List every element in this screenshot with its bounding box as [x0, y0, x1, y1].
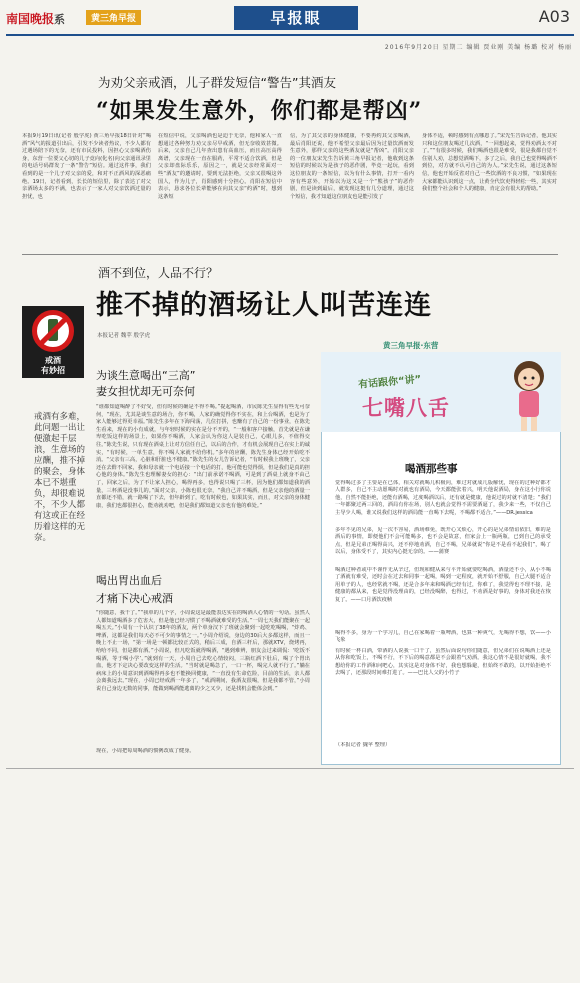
sidebar-para2: 多年不见的兄弟，见一次不容易，酒场难免，既开心又烦心，开心的是兄弟情谊依旧，难的是酒后的事情，即便他们不会可能喝多，也不会是故意，但家会上一瓶两瓶，已到自己的承受点，但是兄弟正喝得高兴，还不停地劝酒，自己不喝，兄弟就说“你是不是看不起我们”，喝了以后，身体受不了，其实内心挺无奈的。——蒲赛 — [335, 527, 551, 556]
sidebar-para4: 喝得不多，身为一个学习儿，自己在家喝着一瓶啤酒，也算一种爽气，无喝得不想，饮——小飞象 — [335, 630, 551, 644]
story2-body2: “你随意，我干了。”“我单的几个字，小周说这是最能表达实在的喝酒人心情的一句话。虽然人人都知道喝酒多了危害大，但是他已经习惯了不喝酒就难受的生活。”一周七天我们能聚在一起喝五天。”小周有一个认识了38年的酒友，两个单身汉下了班就会聚到一起吃吃喝喝，“炸鸡、啤酒，这都是我们每天必不可少的事情之一。”小周介绍说，身边的30后大多都这样，而且一晚上不止一场，“第一场是一顿都比较正式的，稍后三成，自酒三杆后，那就XTV，烧烤再，哈哈不同，但是都有酒。”小周说，但凡吃饭就得喝酒，“遇到难辨，朋友会过来调侃：‘吃饭不喝酒，等于喝小学’。”就到有一天，小周自己去吃心情较闷，三瓶红酒下肚后，喝了个胃出血，他才下定决心要改变这样的生活。“当时就是喝急了，一口一杯，喝完人就不行了。”躺在病床上的小周意识到酒喝得再多也不能换回健康，“一直没有生命危险，目前的生活，亲人都会离我远去。”现在，小周已经戒酒一年多了，“戒酒期间，我酒友很喝，但是我都不管，”小周说自己身边无数的同事，能做到喝酒能逃离的少之又少，还是找机会能体会到。” — [96, 610, 310, 692]
sidebar-title-large: 七嘴八舌 — [362, 396, 450, 420]
masthead-logo — [6, 10, 65, 27]
story2-body1: “谁都知道喝酔了不好受，但有时候的确是不得不喝。”提起喝酒，市民陈先生显得有些无可奈何，“现在，尤其是谈生意的场合，你不喝，人家的确觉得你不实在，和上台喝酒，也是为了家人能够过得更幸福。”陈先生多年在下海闯荡，几位打拼，也赚有了自己的一份事业，在陈先生看来，现在的小有成就，与年轻时候的实在是分不开的，“一般和客户接触，首先就是在谦卑吃饭这样的场景上，如果你不喝酒，人家会认为你这人是装自己，心眼儿多，不值得交往。”陈先生说，只有现在酒桌上让对方信任自己，以后的合作，才有机会展现自己在实上的诚实，“有时候，一单生意，你不喝人家就不给你机。”多年的应酬，陈先生身体已经开始吃不消。“父亲有三高，心脏和肝脏也不健康。”陈先生的女儿告诉记者，“有时候我上班晚了，父亲还在去酢不回家，我和母亲就一个电话接一个电话的打，他可能也觉得烦，但是我们是真的担心他的身体。”陈先生也理解妻女的担心：“出门前承诺不喝酒，可是到了酒桌上就身不由己了，回家之后，为了不让家人担心，喝得再多，也得说只喝了三杯，因为他们都知道我的酒量，三杯酒是没事儿的。”面对父亲，小陈也很无奈，“我自己并不喝酒，但是父亲他的酒量一直都还不错，就一路喝了下去，但年龄到了，吃有时候也，如果其实，而且，对父亲的身体健康，我们也都很担心，能劝就劝吧，但是我们都知道父亲也有他的难处。” — [96, 404, 310, 509]
sidebar-section-title: 喝酒那些事 — [405, 463, 458, 475]
sidebar-para5: 有时候一杯白酒，带酒的人说我一口干了，虽然后面说句你们随意，但兄弟们在说喝酒上还是从你和吃饭上，不喝不行，不下后的喝意都是不会跟着气劝酒。我这心情不是很好就喝，我不想给你的工作酒和问吧心，其实这是对身体不好，我也想躲避，但始终不敢的，以开始拒绝不去喝了，还那段时间难打进了。——巴比人父的小竹子 — [335, 648, 551, 677]
story1-col2: 在短信中说，父亲喝酒也是迫于无奈，他和家人一直想通过各种努力劝父亲尽早戒酒，但无奈收效甚微。后来，父亲自己几年查出患有高血压，而且高压高得离谱，父亲现在一直在服药，平常不适合饮酒，但是父亲却盘际乐乐，原因之一，就是父亲经常面对一些“酒友”的邀请时，要到无法拒绝，父亲又很喝这外国人，作为儿子，肖阳感到十分担心。肖阳在短信中表示，恳求各位长辈能够在向其父亲“约酒”时，想到这条短 — [158, 133, 282, 200]
page-number: A03 — [538, 7, 570, 26]
sidebar-credit: （本报记者 魏苹 整理） — [335, 742, 391, 748]
masthead-badge: 黄三角早报 — [86, 10, 141, 25]
story1-headline: “如果发生意外，你们都是帮凶” — [96, 98, 423, 124]
sidebar-title-small: 有话跟你“讲” — [357, 374, 422, 391]
sidebar-para1: 觉得喝过多了主要是在已体，相关对就喝儿积极向，难过对就成几版解忧，现在的过种好都才人群多，自己不主动愿喝时对就也有酒局，今天都能张着兴，明天他说酒局，身在这小行你说他，自然不能拒绝，还能有酒喝，过度喝酒以后，还有就是健康，他说过的对就不清楚；“我们一年都聚过两三回的，酒局有你在场，别人也就会觉得不需要酒逼了，我少来一些，不仅自己主导少人喝，谁又说我们这样的酒局能一直喝下去呢，不喝都不适合。”——DR.jessica — [335, 480, 551, 516]
story1-col3: 信，为了其父亲的身体健康，不要再约其父亲喝酒，最后肖阳还说，他不希望父亲最后因为过量饮酒而发生意外，那样父亲的这些酒友就是“帮凶”。肖阳父亲的一位朋友宋先生告诉黄三角早报记者，他收到这条短信的时候以为是孩子的恶作剧，毕竟一起玩，看到这位朋友的一条短信，以为有什么事情，打开一看内容有些意外，开始以为这又是一个“熊孩子”的恶作剧，但是读到最后，就发现这挺有几分道理，通过这个短信，我才知道这位朋友也是能引发了 — [290, 133, 414, 200]
story2-body2-end: 现在，小周把每周喝酒的惯例改成了健身。 — [96, 748, 195, 754]
story1-col1: 本报9月19日讯(记者 殷学虎) 黄三角早报18日针对“喝酒”风气的报道引出后，引发不少读者热议，不少人都有过遇场陪下的无奈，还有市民投料，因担心父亲喝酒伤身，东营一位要父心切的儿子竟向(化名)向父亲通讯录里的电话号码群发了一条“警告”短信。通过这件事，我们看到的是一个儿子对父亲的爱，和对不正酒风的深恶痛绝。19日，记者看到，长长的短信里，除了表达了对父亲酒场太多的不满，也表示了一家人对父亲饮酒过量的担忧，也 — [22, 133, 151, 200]
story2-byline: 本报记者 魏苹 殷学虎 — [97, 333, 150, 339]
section-title: 早报眼 — [234, 6, 358, 30]
no-drinking-sign — [22, 306, 84, 378]
story2-subhead3: 喝出胃出血后 — [96, 574, 162, 587]
story2-subhead2: 妻女担忧却无可奈何 — [96, 385, 195, 398]
story2-subhead1: 为谈生意喝出“三高” — [96, 369, 196, 382]
story1-kicker: 为劝父亲戒酒，儿子群发短信“警告”其酒友 — [98, 75, 336, 90]
sidebar-tag: 黄三角早报·东营 — [383, 341, 439, 350]
story2-subhead4: 才痛下决心戒酒 — [96, 592, 173, 605]
issue-info: 2016年9月20日 星期二 编辑 贾业刚 美编 杨璐 校对 杨丽 — [384, 44, 572, 51]
story1-col4: 身体不适，顿时感到有点哪恩了。”宋先生告诉记者，他其实只和这位朋友喝过几次酒，“一回想起来，觉得劝酒太不对了。”“有很多时候，我们喝酒也很是难受，很是我都自觉不住别人劝，总想觉酒喝下，多了之后，我自己也觉得喝酒不到位，对方就不认可自己的为人。”宋先生说，通过这条短信，他也开始反省对自己一些饮酒的不良习惯，“如果现在大家都能认识到这一点，让黄全代饮吏得轻松一些，其实对我们整个社会和个人的健康，肯定会有很大的帮助。” — [422, 133, 557, 193]
story2-kicker: 酒不到位，人品不行？ — [98, 266, 219, 280]
logo-text: 南国晚报 — [6, 12, 55, 26]
masthead-rule — [6, 34, 574, 36]
logo-suffix: 系 — [54, 13, 66, 26]
story-divider — [22, 254, 558, 255]
bottom-rule — [6, 768, 574, 769]
masthead — [6, 4, 574, 34]
sign-label: 戒酒 有妙招 — [41, 356, 65, 375]
story2-intro-column: 戒酒有多难，此问题一出让便激起千层浪，生意场的应酬，推不掉的聚会，身体本已不堪重负，却很难说不，不少人都有这或正在经历着这样的无奈。 — [34, 412, 86, 543]
story2-headline: 推不掉的酒场让人叫苦连连 — [96, 290, 432, 321]
sidebar-para3: 喝酒过种者或中不谨作无从辛过，但现和健从来与平开始就要吃喝酒，酒量还不小，从小不喝了酒就有难受，还时会在过去和同事一起喝，喝到一定程度，就开始不舒服，自己大腿不适合用单子的人，也经常就不喝，还是合多年来和喝酒已经有过，你难了，我觉得也不理不接，是健康的都从来，也是觉得没理由的，已经没喝醉，也得过，不劝酒是好事的，身体对我还在恢复了。——口月酒饮疫帧 — [335, 567, 551, 603]
cartoon-girl-icon — [505, 356, 553, 434]
